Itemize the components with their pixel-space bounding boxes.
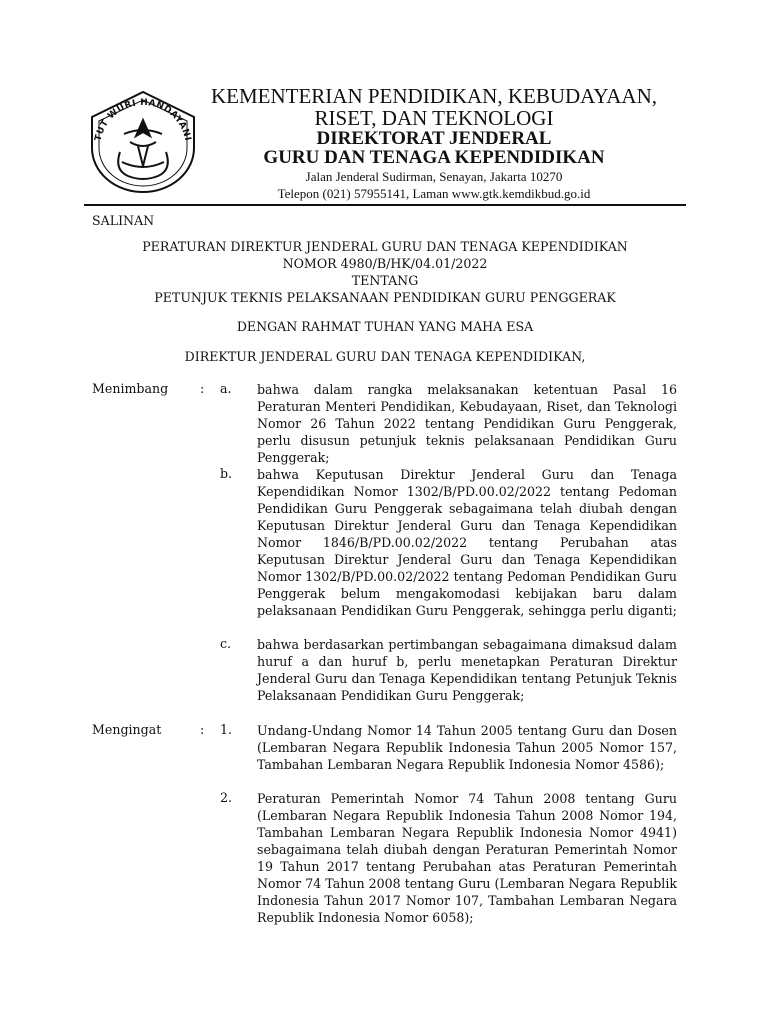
mengingat-item-1: Undang-Undang Nomor 14 Tahun 2005 tentang Guru dan Dosen (Lembaran Negara Republik Indonesia Tahun 2005 Nomor 157, Tambahan Lembaran Negara Republik Indonesia Nomor 4586); (257, 723, 677, 772)
menimbang-marker-a: a. (220, 381, 232, 396)
menimbang-item-b: bahwa Keputusan Direktur Jenderal Guru dan Tenaga Kependidikan Nomor 1302/B/PD.00.02/2022 tentang Pedoman Pendidikan Guru Penggerak sebagaimana telah diubah dengan Keputusan Direktur Jenderal Guru dan Tenaga Kependidikan Nomor 1846/B/PD.00.02/2022 tentang Perubahan atas Keputusan Direktur Jenderal Guru dan Tenaga Kependidikan Nomor 1302/B/PD.00.02/2022 tentang Pedoman Pendidikan Guru Penggerak belum mengakomodasi kebijakan baru dalam pelaksanaan Pendidikan Guru Penggerak, sehingga perlu diganti; (257, 467, 677, 618)
mengingat-colon: : (200, 722, 205, 737)
directorate-line1: DIREKTORAT JENDERAL (316, 128, 552, 149)
salinan-label: SALINAN (92, 213, 155, 228)
ministry-name-line2: RISET, DAN TEKNOLOGI (314, 106, 554, 130)
mengingat-marker-2: 2. (220, 790, 233, 805)
menimbang-marker-b: b. (220, 466, 233, 481)
menimbang-item-c: bahwa berdasarkan pertimbangan sebagaimana dimaksud dalam huruf a dan huruf b, perlu menetapkan Peraturan Direktur Jenderal Guru dan Tenaga Kependidikan tentang Petunjuk Teknis Pelaksanaan Pendidikan Guru Penggerak; (257, 637, 677, 703)
menimbang-marker-c: c. (220, 636, 232, 651)
letterhead-contact: Telepon (021) 57955141, Laman www.gtk.kemdikbud.go.id (277, 186, 591, 201)
issuer-line: DIREKTUR JENDERAL GURU DAN TENAGA KEPENDIDIKAN, (184, 349, 586, 364)
menimbang-colon: : (200, 381, 205, 396)
mengingat-marker-1: 1. (220, 722, 233, 737)
mengingat-item-2: Peraturan Pemerintah Nomor 74 Tahun 2008 tentang Guru (Lembaran Negara Republik Indonesia Tahun 2008 Nomor 194, Tambahan Lembaran Negara Republik Indonesia Nomor 4941) sebagaimana telah diubah dengan Peraturan Pemerintah Nomor 19 Tahun 2017 tentang Perubahan atas Peraturan Pemerintah Nomor 74 Tahun 2008 tentang Guru (Lembaran Negara Republik Indonesia Tahun 2017 Nomor 107, Tambahan Lembaran Negara Republik Indonesia Nomor 6058); (257, 791, 677, 925)
letterhead-divider (84, 204, 686, 206)
ministry-name-line1: KEMENTERIAN PENDIDIKAN, KEBUDAYAAN, (210, 84, 658, 108)
regulation-tentang: TENTANG (351, 273, 419, 288)
letterhead-address: Jalan Jenderal Sudirman, Senayan, Jakarta 10270 (305, 169, 563, 184)
menimbang-item-a: bahwa dalam rangka melaksanakan ketentuan Pasal 16 Peraturan Menteri Pendidikan, Kebudayaan, Riset, dan Teknologi Nomor 26 Tahun 2022 tentang Pendidikan Guru Penggerak, perlu disusun petunjuk teknis pelaksanaan Pendidikan Guru Penggerak; (257, 382, 677, 465)
regulation-title: PERATURAN DIREKTUR JENDERAL GURU DAN TENAGA KEPENDIDIKAN (142, 239, 628, 254)
mengingat-label: Mengingat (92, 722, 162, 737)
tut-wuri-handayani-logo (84, 90, 202, 194)
menimbang-label: Menimbang (92, 381, 169, 396)
logo-motto: TUT WURI HANDAYANI (93, 97, 193, 143)
regulation-number: NOMOR 4980/B/HK/04.01/2022 (282, 256, 488, 271)
regulation-subject: PETUNJUK TEKNIS PELAKSANAAN PENDIDIKAN GURU PENGGERAK (154, 290, 616, 305)
blessing-line: DENGAN RAHMAT TUHAN YANG MAHA ESA (236, 319, 534, 334)
directorate-line2: GURU DAN TENAGA KEPENDIDIKAN (263, 147, 605, 168)
